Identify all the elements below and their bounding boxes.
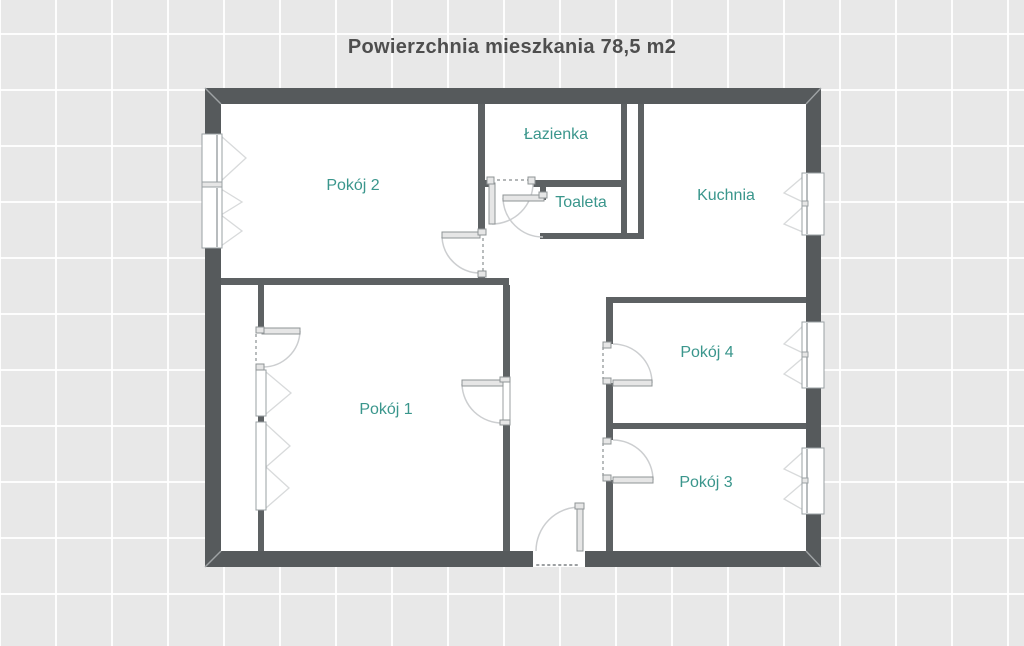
door-alcove-hinge-pin-1 bbox=[256, 327, 264, 333]
door-pokoj2-leaf bbox=[442, 232, 480, 238]
wall-pokoj4-pokoj3-divider bbox=[606, 423, 806, 429]
door-pokoj1-hinge-pin-1 bbox=[500, 377, 510, 382]
wall-alcove-1 bbox=[258, 285, 264, 330]
window-pokoj3-mullion-1 bbox=[802, 478, 808, 483]
wall-pokoj1-right-lower bbox=[503, 422, 510, 551]
door-pokoj2-hinge-pin-1 bbox=[478, 229, 486, 235]
room-label-pokoj-1: Pokój 1 bbox=[359, 401, 413, 418]
outer-wall-left-upper bbox=[205, 104, 221, 134]
window-alcove-upper bbox=[256, 370, 266, 416]
wall-pokoj34-left-mid bbox=[606, 383, 613, 440]
wall-alcove-4 bbox=[258, 510, 264, 551]
wall-pokoj4-top bbox=[606, 297, 806, 303]
wall-toaleta-bottom bbox=[540, 233, 644, 239]
door-pokoj3-hinge-pin-2 bbox=[603, 475, 611, 481]
door-pokoj3-hinge-pin-1 bbox=[603, 438, 611, 444]
window-pokoj4-mullion-1 bbox=[802, 352, 808, 357]
door-pokoj1-jamb bbox=[503, 380, 510, 423]
window-pokoj2-upper bbox=[202, 134, 222, 183]
window-kuchnia-mullion-1 bbox=[802, 201, 808, 206]
outer-wall-left-lower bbox=[205, 248, 221, 551]
room-label-toaleta: Toaleta bbox=[555, 194, 607, 211]
door-pokoj4-leaf bbox=[613, 380, 652, 386]
window-alcove-lower bbox=[256, 422, 266, 510]
page-title: Powierzchnia mieszkania 78,5 m2 bbox=[347, 36, 677, 58]
window-pokoj2-lower bbox=[202, 187, 222, 248]
wall-lazienka-bottom bbox=[533, 180, 621, 187]
room-label-pokoj-3: Pokój 3 bbox=[679, 474, 733, 491]
door-pokoj2-hinge-pin-2 bbox=[478, 271, 486, 277]
window-pokoj2-lower-mullion-1 bbox=[202, 182, 222, 187]
door-entrance-leaf bbox=[577, 507, 583, 551]
outer-wall-right-3 bbox=[806, 388, 821, 448]
door-lazienka-leaf bbox=[489, 183, 495, 224]
wall-pokoj1-top bbox=[221, 278, 509, 285]
room-label-pokoj-2: Pokój 2 bbox=[326, 177, 380, 194]
door-lazienka-hinge-pin-2 bbox=[528, 177, 535, 184]
door-toaleta-leaf bbox=[503, 195, 544, 201]
outer-wall-right-2 bbox=[806, 235, 821, 322]
wall-lazienka-right bbox=[621, 104, 627, 238]
door-alcove-hinge-pin-2 bbox=[256, 364, 264, 370]
outer-wall-right-1 bbox=[806, 104, 821, 173]
door-alcove-leaf bbox=[262, 328, 300, 334]
outer-wall-top bbox=[205, 88, 821, 104]
wall-shaft-right bbox=[638, 104, 644, 238]
door-pokoj1-hinge-pin-2 bbox=[500, 420, 510, 425]
outer-wall-bottom-left bbox=[205, 551, 533, 567]
door-pokoj4-hinge-pin-1 bbox=[603, 342, 611, 348]
door-toaleta-hinge-pin-1 bbox=[539, 192, 547, 198]
wall-pokoj1-right-upper bbox=[503, 285, 510, 380]
door-lazienka-hinge-pin-1 bbox=[487, 177, 494, 184]
wall-pokoj4-left-upper bbox=[606, 297, 613, 344]
door-pokoj4-hinge-pin-2 bbox=[603, 378, 611, 384]
door-pokoj3-leaf bbox=[613, 477, 653, 483]
room-label-pokoj-4: Pokój 4 bbox=[680, 344, 734, 361]
outer-wall-bottom-right bbox=[585, 551, 821, 567]
room-label-lazienka: Łazienka bbox=[523, 126, 589, 143]
door-pokoj1-leaf bbox=[462, 380, 503, 386]
outer-wall-right-4 bbox=[806, 514, 821, 551]
wall-pokoj2-right bbox=[478, 104, 485, 232]
room-label-kuchnia: Kuchnia bbox=[697, 187, 755, 204]
door-entrance-hinge-pin-1 bbox=[575, 503, 584, 509]
wall-pokoj3-left-lower bbox=[606, 480, 613, 551]
